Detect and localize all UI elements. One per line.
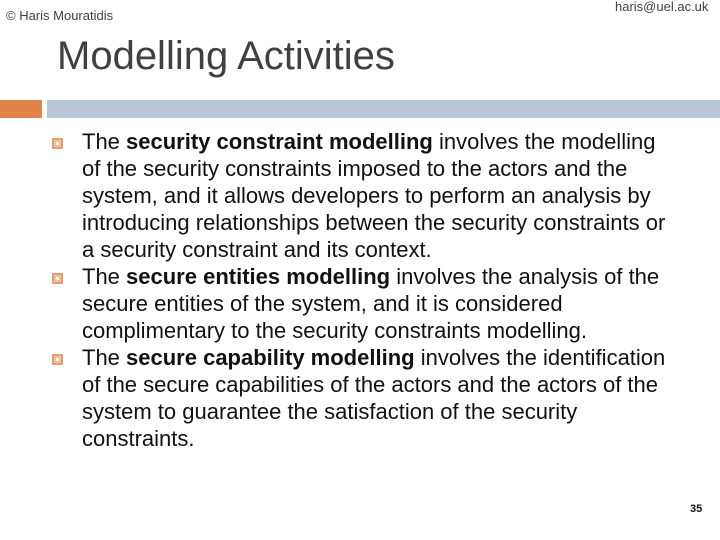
bullet-text-post: involves the modelling of the security constraints imposed to the actors and the system, and it allows developers to perform an analysis by introducing relationships between the security constraints or a security constraint and its context.	[82, 129, 666, 262]
author-email: haris@uel.ac.uk	[615, 0, 709, 14]
page-number: 35	[690, 503, 703, 515]
bullet-term: secure entities modelling	[126, 264, 391, 289]
copyright-text: © Haris Mouratidis	[6, 8, 114, 23]
bullet-list	[52, 128, 677, 452]
hollow-square-bullet-icon	[52, 354, 63, 365]
bullet-text-post: involves the analysis of the secure entities of the system, and it is considered complimentary to the security constraints modelling.	[82, 264, 660, 343]
bullet-item	[52, 263, 677, 344]
bullet-text-pre: The	[82, 264, 127, 289]
hollow-square-bullet-icon	[52, 273, 63, 284]
title-divider-bar	[47, 100, 720, 118]
bullet-item	[52, 128, 677, 263]
bullet-term: security constraint modelling	[126, 129, 433, 154]
title-accent-bar	[0, 100, 42, 118]
bullet-text-post: involves the identification of the secure capabilities of the actors and the actors of the system to guarantee the satisfaction of the security constraints.	[82, 345, 666, 451]
bullet-item	[52, 344, 677, 452]
hollow-square-bullet-icon	[52, 138, 63, 149]
bullet-text-pre: The	[82, 129, 127, 154]
bullet-text-pre: The	[82, 345, 127, 370]
slide-title: Modelling Activities	[57, 34, 395, 78]
bullet-term: secure capability modelling	[126, 345, 415, 370]
